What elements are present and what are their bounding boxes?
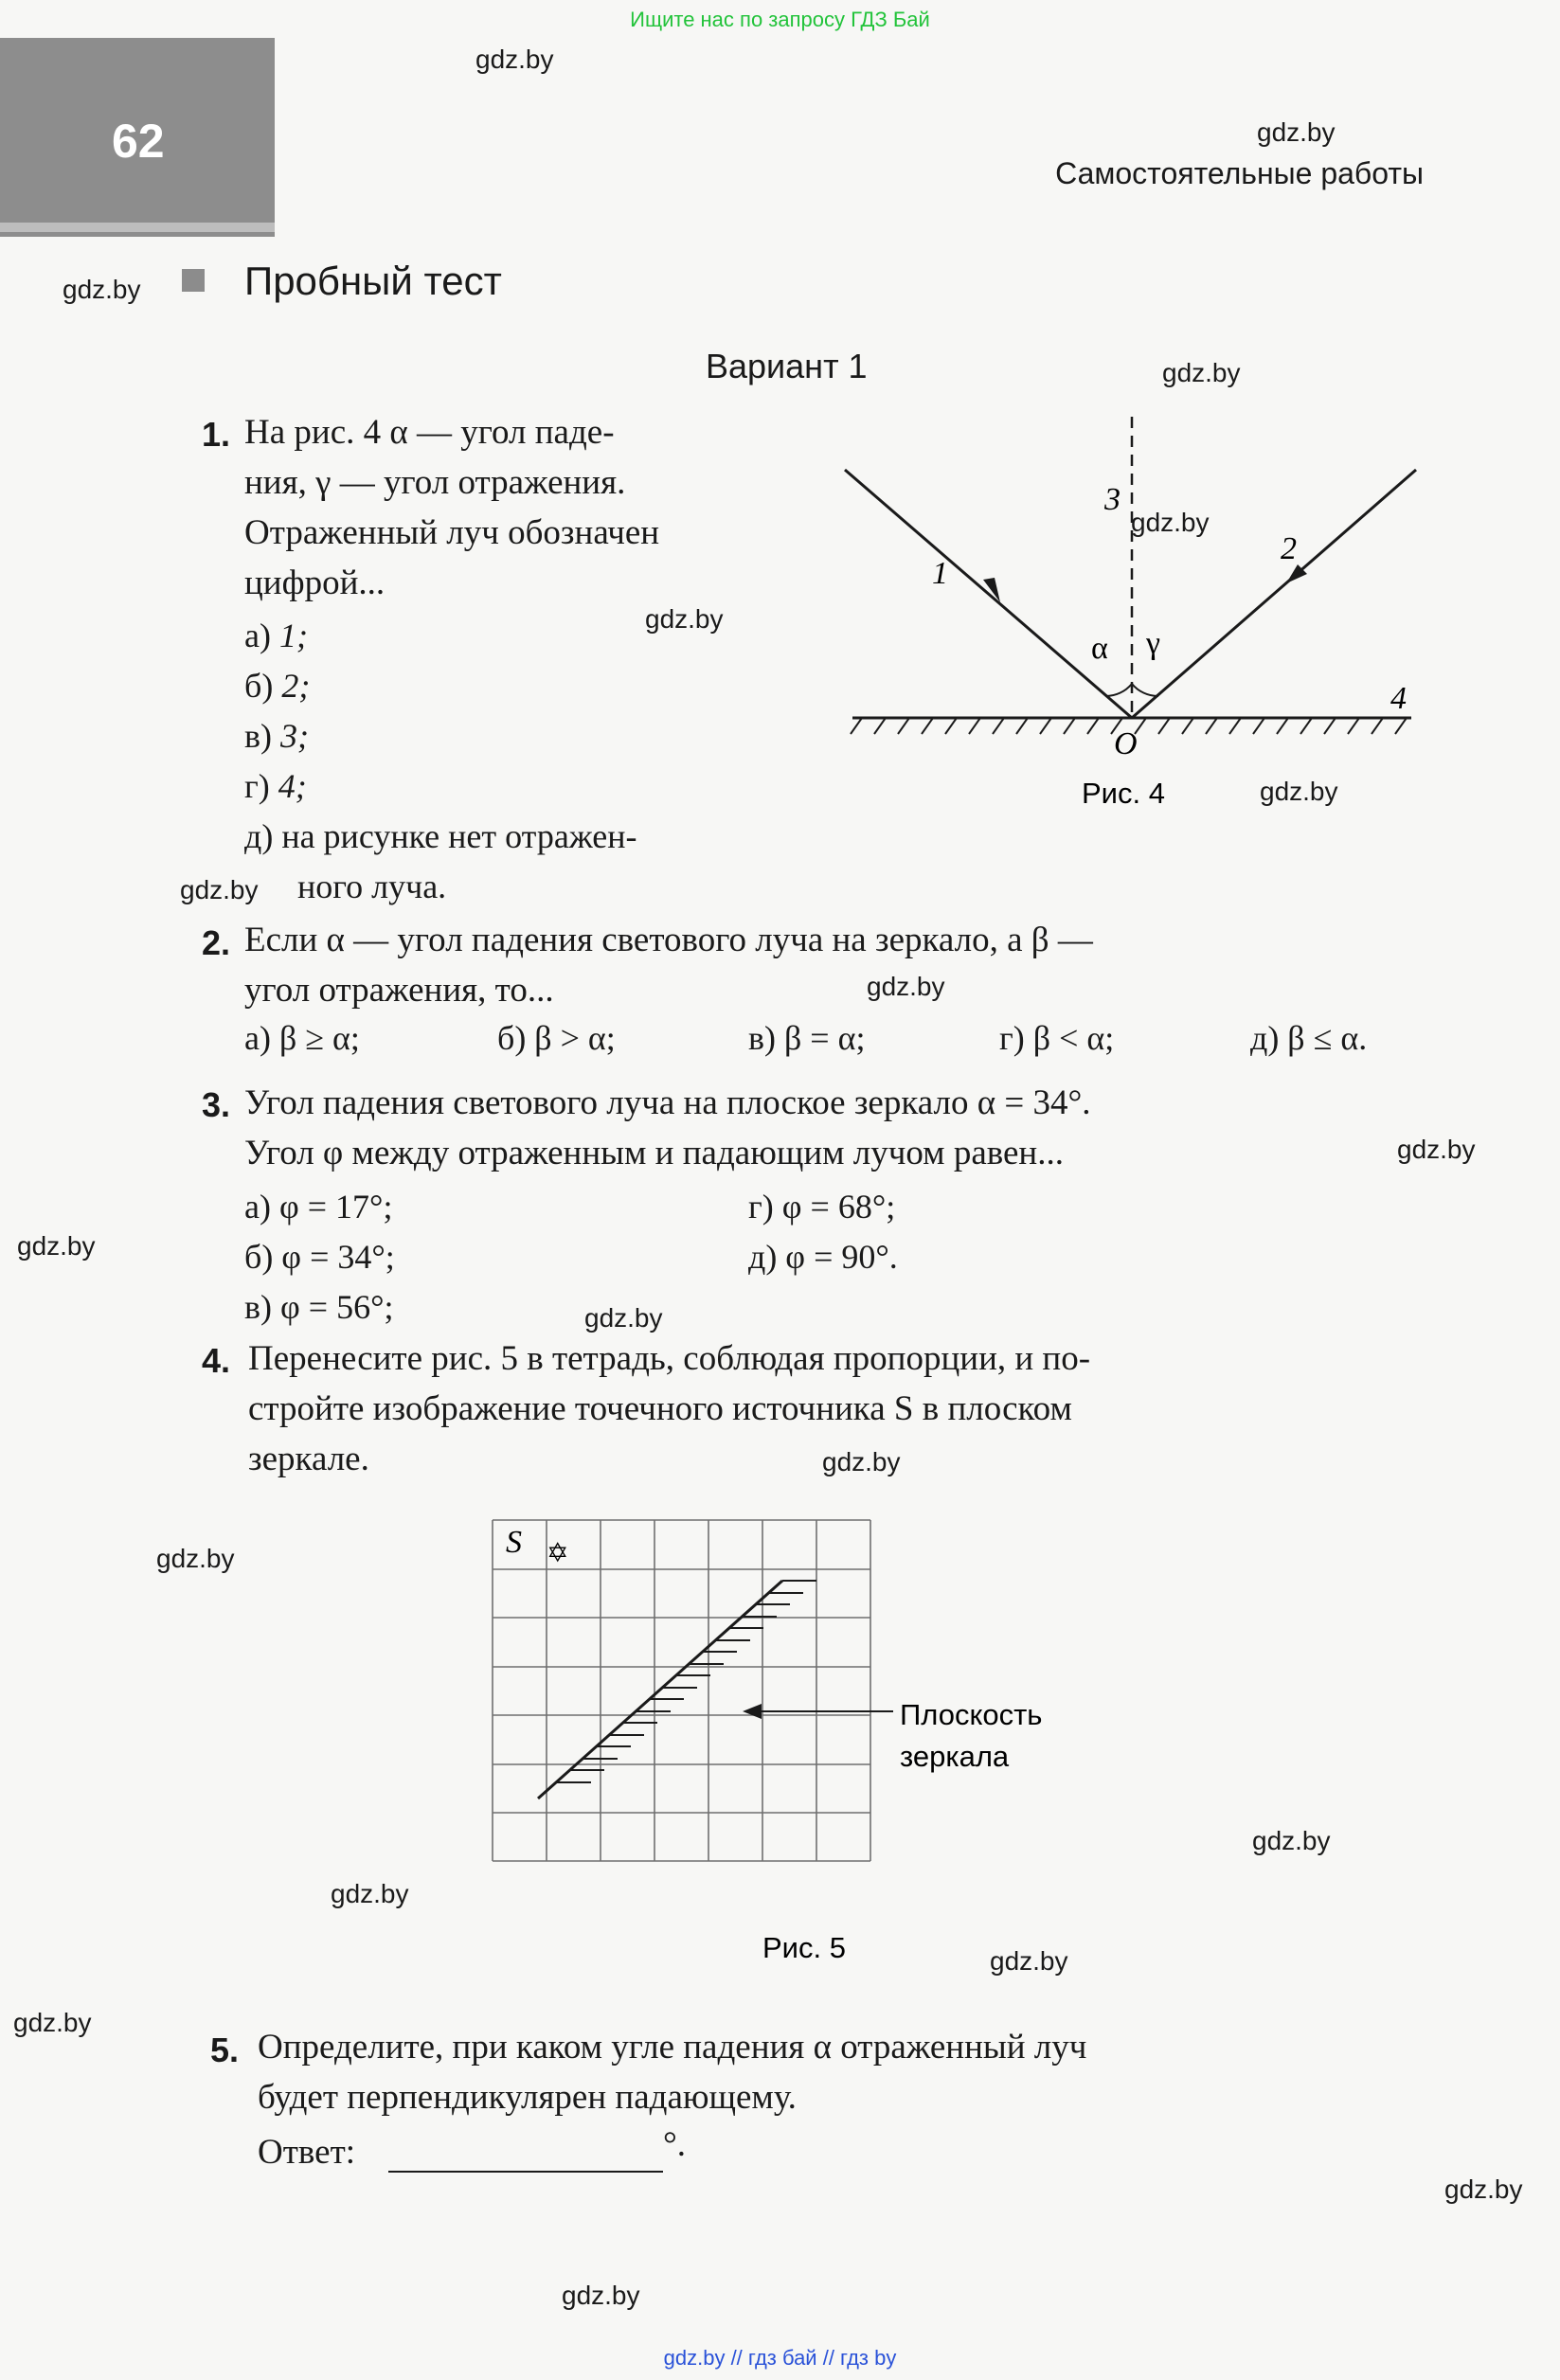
question-text xyxy=(258,2022,1086,2122)
answer-option[interactable]: д) на рисунке нет отражен- xyxy=(244,817,637,855)
question-line: ния, γ — угол отражения. xyxy=(244,463,626,502)
question-text xyxy=(244,915,1093,1015)
watermark: gdz.by xyxy=(1260,777,1338,806)
watermark: gdz.by xyxy=(562,2281,640,2310)
page-number: 62 xyxy=(112,115,165,168)
answer-options-left xyxy=(244,1182,395,1333)
answer-option[interactable]: г) φ = 68°; xyxy=(748,1188,896,1226)
question-text xyxy=(244,407,659,608)
watermark: gdz.by xyxy=(156,1544,235,1573)
answer-option[interactable]: д) β ≤ α. xyxy=(1250,1019,1368,1057)
figure-4-diagram xyxy=(834,407,1440,805)
figure-5-caption: Рис. 5 xyxy=(762,1931,846,1964)
question-line: угол отражения, то... xyxy=(244,971,554,1010)
ray-1-label: 1 xyxy=(932,556,948,591)
answer-options xyxy=(244,611,637,912)
alpha-arc xyxy=(1105,684,1132,696)
watermark: gdz.by xyxy=(1257,117,1336,147)
page-tab-stripe xyxy=(0,223,275,232)
answer-option[interactable]: г) 4; xyxy=(244,767,307,805)
question-number: 3. xyxy=(202,1085,231,1124)
question-line: Отраженный луч обозначен xyxy=(244,513,660,552)
section-header: Самостоятельные работы xyxy=(1055,156,1424,190)
origin-o-label: O xyxy=(1114,726,1138,761)
answer-option[interactable]: а) 1; xyxy=(244,617,308,654)
section-square-icon xyxy=(182,269,205,292)
mirror-label-line-2: зеркала xyxy=(900,1740,1010,1773)
figure-4-caption: Рис. 4 xyxy=(1082,777,1165,805)
question-text xyxy=(244,1078,1091,1178)
question-line: будет перпендикулярен падающему. xyxy=(258,2078,797,2117)
question-line: Угол φ между отраженным и падающим лучом равен... xyxy=(244,1134,1064,1172)
question-line: Определите, при каком угле падения α отраженный луч xyxy=(258,2028,1087,2067)
source-star-icon: ✡ xyxy=(547,1537,569,1568)
watermark: gdz.by xyxy=(475,45,554,74)
question-number: 2. xyxy=(202,923,231,962)
source-s-label: S xyxy=(506,1525,522,1560)
gamma-label: γ xyxy=(1146,626,1161,661)
test-title: Пробный тест xyxy=(244,259,502,303)
watermark: gdz.by xyxy=(180,875,259,904)
mirror-hatching xyxy=(557,1581,816,1782)
grid xyxy=(493,1520,870,1861)
ghost-text xyxy=(1193,1260,1199,1285)
watermark: gdz.by xyxy=(13,2008,92,2037)
mirror-line xyxy=(538,1581,782,1798)
question-number: 4. xyxy=(202,1341,231,1380)
question-number: 1. xyxy=(202,415,231,454)
question-line: цифрой... xyxy=(244,564,386,602)
reflected-ray xyxy=(1132,470,1416,718)
question-text xyxy=(248,1333,1090,1484)
pointer-arrowhead xyxy=(743,1704,762,1719)
gamma-arc xyxy=(1132,684,1158,696)
normal-3-label: 3 xyxy=(1104,482,1121,517)
alpha-label: α xyxy=(1091,631,1108,666)
answer-option[interactable]: б) φ = 34°; xyxy=(244,1238,395,1276)
variant-title: Вариант 1 xyxy=(706,347,868,385)
answer-option[interactable]: а) φ = 17°; xyxy=(244,1188,393,1226)
answer-option[interactable]: в) β = α; xyxy=(748,1019,866,1057)
question-number: 5. xyxy=(210,2031,240,2069)
answer-suffix: °. xyxy=(663,2125,687,2164)
answer-label: Ответ: xyxy=(258,2133,356,2172)
question-line: Угол падения светового луча на плоское зеркало α = 34°. xyxy=(244,1083,1091,1122)
answer-option[interactable]: д) φ = 90°. xyxy=(748,1238,898,1276)
watermark: gdz.by xyxy=(1444,2174,1523,2204)
question-line: Перенесите рис. 5 в тетрадь, соблюдая пропорции, и по- xyxy=(248,1339,1091,1378)
answer-option[interactable]: б) 2; xyxy=(244,667,311,705)
answer-options-right xyxy=(748,1182,898,1282)
watermark: gdz.by xyxy=(17,1231,96,1261)
watermark: gdz.by xyxy=(645,604,724,634)
surface-4-label: 4 xyxy=(1390,681,1407,716)
watermark: gdz.by xyxy=(1131,508,1210,537)
answer-option[interactable]: в) 3; xyxy=(244,717,309,755)
top-banner-link[interactable]: Ищите нас по запросу ГДЗ Бай xyxy=(630,8,930,31)
answer-option[interactable]: б) β > α; xyxy=(497,1019,616,1057)
watermark: gdz.by xyxy=(1397,1135,1476,1164)
incident-ray xyxy=(845,470,1132,718)
question-line: зеркале. xyxy=(248,1440,369,1478)
bottom-banner-link[interactable]: gdz.by // гдз бай // гдз by xyxy=(663,2346,897,2370)
watermark: gdz.by xyxy=(1252,1826,1331,1855)
answer-option[interactable]: г) β < α; xyxy=(999,1019,1115,1057)
watermark: gdz.by xyxy=(867,972,945,1001)
question-line: Если α — угол падения светового луча на зеркало, а β — xyxy=(244,921,1093,959)
ray-2-label: 2 xyxy=(1281,531,1297,566)
watermark: gdz.by xyxy=(822,1447,901,1476)
watermark: gdz.by xyxy=(331,1879,409,1908)
answer-option[interactable]: а) β ≥ α; xyxy=(244,1019,360,1057)
figure-5-diagram xyxy=(474,1511,1156,1984)
watermark: gdz.by xyxy=(1162,358,1241,387)
watermark: gdz.by xyxy=(63,275,141,304)
answer-field[interactable] xyxy=(388,2169,663,2173)
answer-option[interactable]: в) φ = 56°; xyxy=(244,1288,394,1326)
question-line: На рис. 4 α — угол паде- xyxy=(244,413,615,452)
answer-option-continued: ного луча. xyxy=(297,868,447,905)
mirror-label-line-1: Плоскость xyxy=(900,1698,1043,1731)
watermark: gdz.by xyxy=(584,1303,663,1333)
question-line: стройте изображение точечного источника S в плоском xyxy=(248,1389,1072,1428)
watermark: gdz.by xyxy=(990,1946,1068,1976)
